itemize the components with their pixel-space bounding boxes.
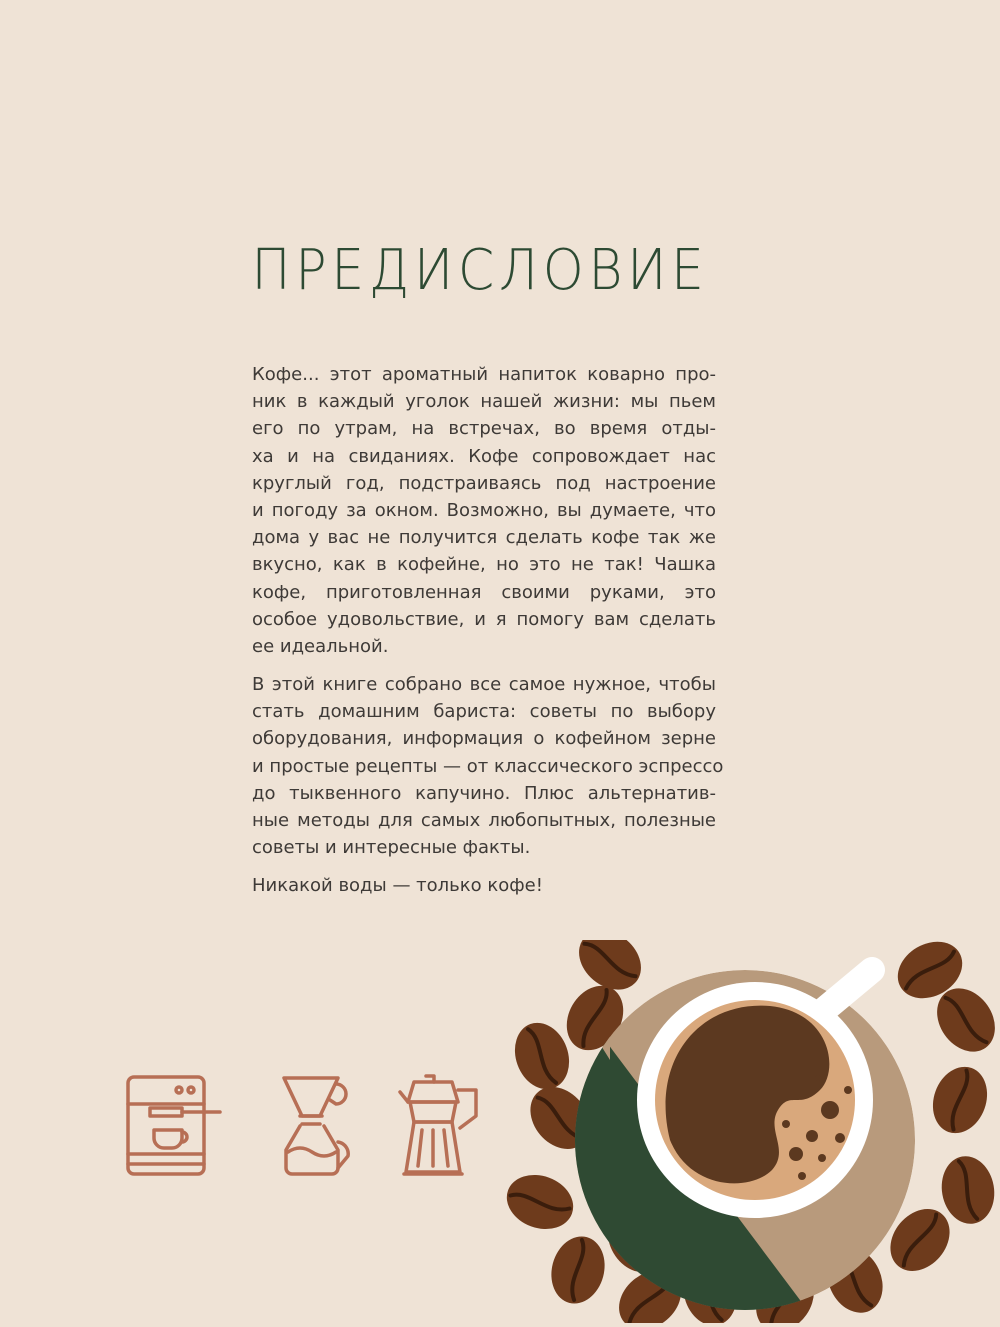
text-line: стать домашним бариста: советы по выбору <box>252 701 716 723</box>
text-line: Никакой воды — только кофе! <box>252 875 543 897</box>
page-title: ПРЕДИСЛОВИЕ <box>251 238 709 303</box>
text-line: Кофе... этот ароматный напиток коварно про- <box>252 364 716 385</box>
text-line: ха и на свиданиях. Кофе сопровождает нас <box>252 445 716 467</box>
text-line: дома у вас не получится сделать кофе так же <box>252 527 716 549</box>
text-line: круглый год, подстраиваясь под настроение <box>252 472 716 494</box>
coffee-bean-icon <box>544 1230 612 1309</box>
paragraph-book-contents <box>252 671 724 861</box>
coffee-bean-icon <box>924 1059 996 1141</box>
text-line: и погоду за окном. Возможно, вы думаете, что <box>252 499 716 521</box>
text-line: и простые рецепты — от классического эспрессо <box>252 755 724 777</box>
text-line: советы и интересные факты. <box>252 837 531 859</box>
coffee-cup-illustration <box>500 940 1000 1323</box>
text-line: ные методы для самых любопытных, полезные <box>252 810 716 831</box>
pour-over-icon <box>280 1072 356 1178</box>
text-line: особое удовольствие, и я помогу вам сделать <box>252 608 716 630</box>
text-line: оборудования, информация о кофейном зерне <box>252 728 716 750</box>
text-line: его по утрам, на встречах, во время отды- <box>252 418 716 440</box>
text-line: ее идеальной. <box>252 635 389 657</box>
coffee-bean-icon <box>500 1166 581 1238</box>
espresso-machine-icon <box>124 1072 224 1178</box>
body-text <box>252 361 724 911</box>
text-line: ник в каждый уголок нашей жизни: мы пьем <box>252 391 716 413</box>
paragraph-intro <box>252 361 716 660</box>
text-line: вкусно, как в кофейне, но это не так! Чашка <box>252 554 716 576</box>
text-line: до тыквенного капучино. Плюс альтернатив- <box>252 782 716 804</box>
moka-pot-icon <box>396 1072 486 1178</box>
paragraph-closing <box>252 872 716 899</box>
text-line: кофе, приготовленная своими руками, это <box>252 581 716 603</box>
coffee-bean-icon <box>936 1152 999 1228</box>
text-line: В этой книге собрано все самое нужное, чтобы <box>252 674 716 696</box>
